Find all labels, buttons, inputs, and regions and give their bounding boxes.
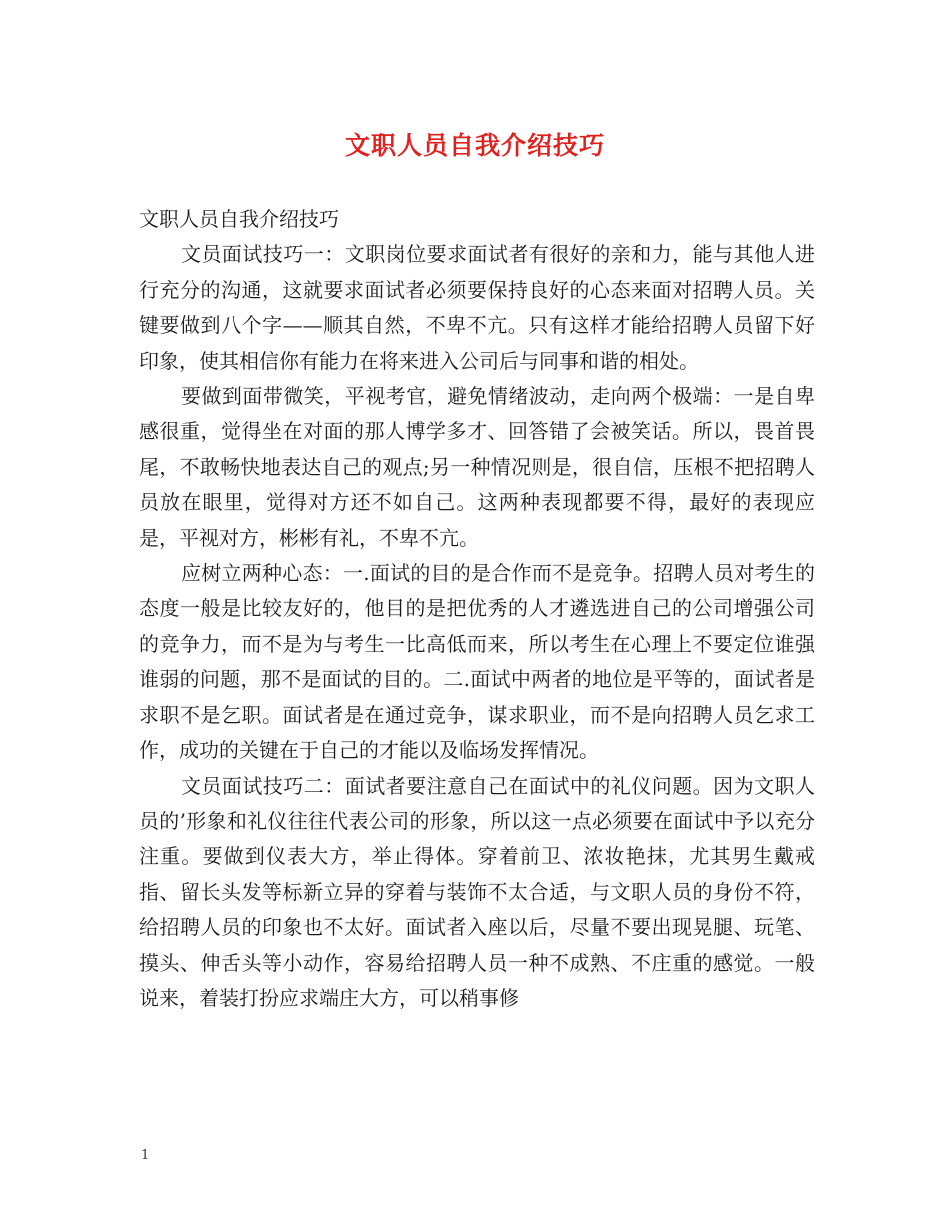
document-subtitle: 文职人员自我介绍技巧 xyxy=(139,207,339,231)
paragraph-1: 文员面试技巧一：文职岗位要求面试者有很好的亲和力，能与其他人进行充分的沟通，这就要求面试者必须要保持良好的心态来面对招聘人员。关键要做到八个字——顺其自然，不卑不亢。只有这样才能给招聘人员留下好印象，使其相信你有能力在将来进入公司后与同事和谐的相处。 xyxy=(139,242,815,373)
document-title: 文职人员自我介绍技巧 xyxy=(344,131,605,160)
page-number: 1 xyxy=(141,1148,150,1163)
paragraph-3: 应树立两种心态：一.面试的目的是合作而不是竞争。招聘人员对考生的态度一般是比较友好的，他目的是把优秀的人才遴选进自己的公司增强公司的竞争力，而不是为与考生一比高低而来，所以考生在心理上不要定位谁强谁弱的问题，那不是面试的目的。二.面试中两者的地位是平等的，面试者是求职不是乞职。面试者是在通过竞争，谋求职业，而不是向招聘人员乞求工作，成功的关键在于自己的才能以及临场发挥情况。 xyxy=(139,561,815,763)
paragraph-4: 文员面试技巧二：面试者要注意自己在面试中的礼仪问题。因为文职人员的’形象和礼仪往往代表公司的形象，所以这一点必须要在面试中予以充分注重。要做到仪表大方，举止得体。穿着前卫、浓妆艳抹，尤其男生戴戒指、留长头发等标新立异的穿着与装饰不太合适，与文职人员的身份不符，给招聘人员的印象也不太好。面试者入座以后，尽量不要出现晃腿、玩笔、摸头、伸舌头等小动作，容易给招聘人员一种不成熟、不庄重的感觉。一般说来，着装打扮应求端庄大方，可以稍事修 xyxy=(139,773,815,1010)
document-body xyxy=(139,202,815,1016)
paragraph-2: 要做到面带微笑，平视考官，避免情绪波动，走向两个极端：一是自卑感很重，觉得坐在对面的那人博学多才、回答错了会被笑话。所以，畏首畏尾，不敢畅快地表达自己的观点;另一种情况则是，很自信，压根不把招聘人员放在眼里，觉得对方还不如自己。这两种表现都要不得，最好的表现应是，平视对方，彬彬有礼，不卑不亢。 xyxy=(139,384,815,550)
